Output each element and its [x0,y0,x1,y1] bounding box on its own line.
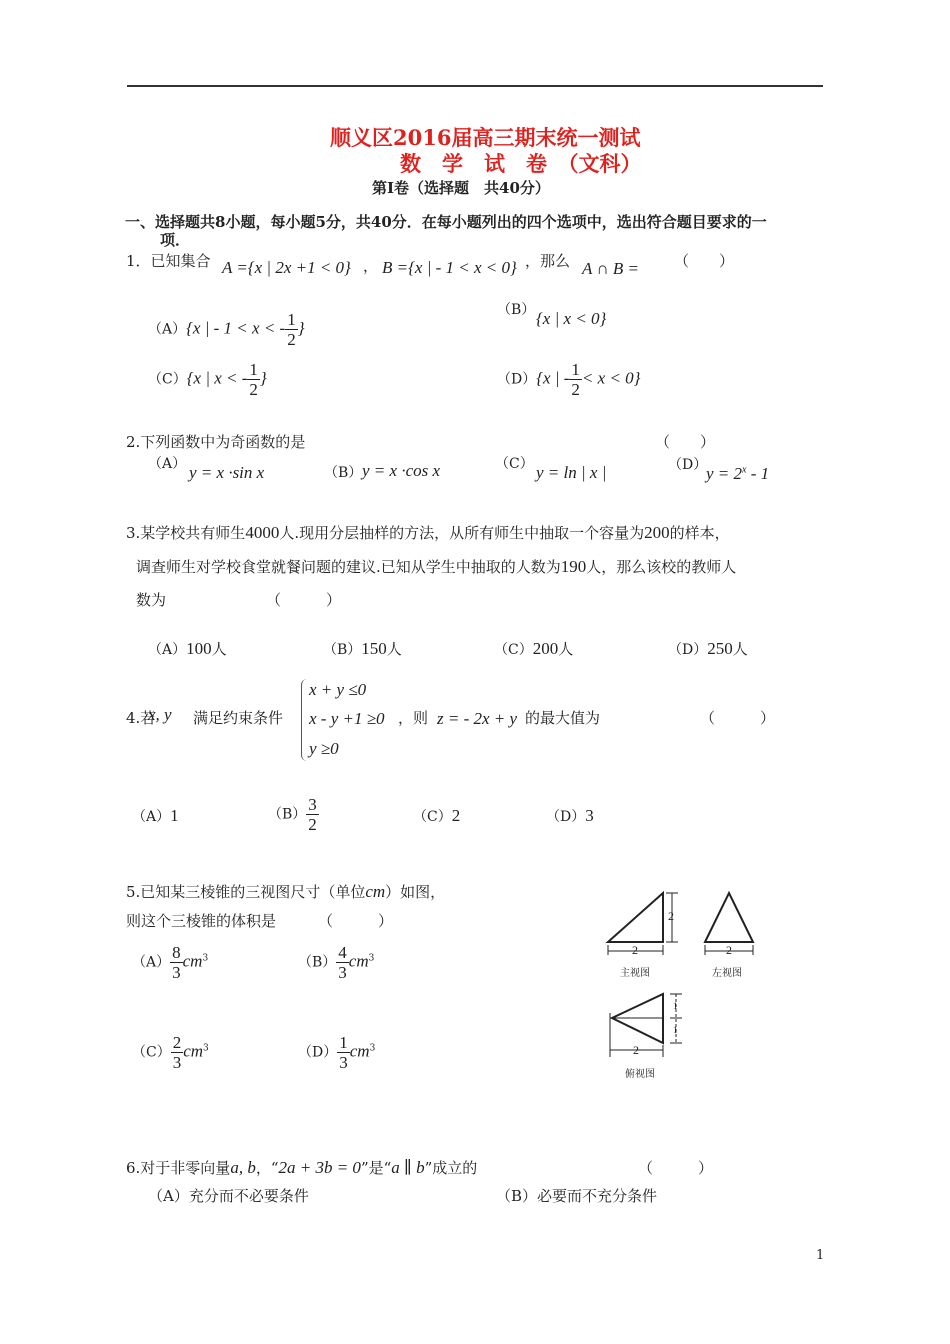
q3-option-c-label: （C） [494,642,533,658]
q3-l1-a: 3.某学校共有师生 [126,524,246,542]
q2-d-base: y = 2 [706,464,743,483]
q4-option-b-fraction [306,795,319,834]
q1-set-a: A ={x | 2x +1 < 0} [222,258,351,277]
q4-constraint-brace [301,679,308,761]
q1-option-d-label: （D） [497,371,537,388]
q3-option-c-unit: 人 [558,640,574,658]
instructions-line2: 项． [160,231,191,249]
q4-option-a [132,806,179,826]
q3-line-2 [136,556,736,577]
q1-c-frac-num: 1 [249,360,258,379]
q1-option-a-text: {x | - 1 < x < - [186,318,286,338]
q4-b-num: 3 [308,795,317,814]
q1-option-d-fraction [569,360,582,399]
q3-option-b-unit: 人 [386,640,402,658]
q4-answer-paren: （ ） [700,709,776,727]
top-view-caption: 俯视图 [625,1069,655,1080]
q5-b-num: 4 [338,943,347,962]
page-number: 1 [816,1248,825,1263]
q3-total: 4000 [245,523,280,542]
q2-option-c-label: （C） [495,456,534,472]
q3-option-d-label: （D） [668,642,708,658]
q4-option-a-label: （A） [132,809,171,825]
q4-stem-b: 满足约束条件 [193,709,284,727]
q1-a-frac-den: 2 [287,330,296,349]
q2-option-a-label: （A） [148,456,187,472]
q2-option-a-text: y = x ·sin x [189,463,265,482]
q5-option-c [132,1033,209,1072]
q6-stem-a: 6.对于非零向量 [126,1159,231,1177]
q4-option-c-value: 2 [451,806,461,825]
q3-option-b-num: 150 [361,639,387,658]
q4-stem-a: 4.若 [126,709,156,727]
q4-objective: z = - 2x + y [437,709,518,728]
q3-option-d-num: 250 [707,639,733,658]
q3-option-a-num: 100 [186,639,212,658]
q4-constraint-2: x - y +1 ≥0 [309,709,385,728]
q5-option-b-label: （B） [298,954,337,971]
q3-l1-b: 人.现用分层抽样的方法，从所有师生中抽取一个容量为 [279,524,645,542]
q1-then: ，那么 [525,252,571,270]
q1-option-a-close: } [297,318,305,338]
q4-vars: x, y [148,705,172,724]
q2-stem: 2.下列函数中为奇函数的是 [126,433,306,451]
q2-option-d-text [706,464,769,484]
q5-a-den: 3 [172,963,181,982]
q5-a-cube: 3 [202,953,209,964]
q5-option-c-fraction [171,1033,184,1072]
q5-d-cube: 3 [369,1043,376,1054]
left-view-triangle [705,893,753,942]
q1-c-frac-den: 2 [249,380,258,399]
q2-d-tail: - 1 [746,464,770,483]
front-view-triangle [608,893,663,942]
q5-option-d-fraction [337,1033,350,1072]
q3-option-c-num: 200 [532,639,559,658]
q2-d-exponent: x [742,464,747,476]
q1-option-c-text: {x | x < - [186,368,248,388]
front-view-caption: 主视图 [620,968,650,979]
q1-option-a-fraction [285,310,298,349]
top-width-label: 2 [633,1043,639,1057]
q1-option-c [148,360,267,399]
q1-option-b-label: （B） [497,302,536,318]
q2-option-b-text: y = x ·cos x [362,461,441,480]
q4-stem-c: ，则 [398,709,429,727]
instructions-line1: 一、选择题共8小题，每小题5分，共40分．在每小题列出的四个选项中，选出符合题目要求的一 [125,213,767,231]
q4-option-c [413,806,460,826]
exam-title: 顺义区2016届高三期末统一测试 [330,125,641,150]
top-dim-label-2: 1 [673,1025,678,1035]
q3-l2-a: 调查师生对学校食堂就餐问题的建议.已知从学生中抽取的人数为 [136,558,561,576]
front-width-label: 2 [632,943,638,957]
q5-answer-paren: （ ） [318,912,394,930]
q1-option-c-fraction [247,360,260,399]
q4-option-c-label: （C） [413,809,452,825]
q1-option-d [497,360,640,399]
q5-unit: cm [365,882,386,901]
q3-option-b [323,638,402,659]
q3-line-3: 数为 [136,591,167,609]
q1-option-b-text: {x | x < 0} [536,309,607,328]
q5-a-num: 8 [172,943,181,962]
q4-option-b [268,795,319,834]
q4-option-d-label: （D） [546,809,586,825]
q6-stem-d: ”成立的 [424,1159,478,1177]
q5-option-b-fraction [336,943,349,982]
q5-c-unit: cm [183,1041,204,1061]
q1-a-frac-num: 1 [287,310,296,329]
q1-d-frac-num: 1 [571,360,580,379]
q5-option-c-label: （C） [132,1044,171,1061]
q4-option-b-label: （B） [268,806,307,823]
section-heading: 第Ⅰ卷（选择题 共40分） [372,179,550,197]
q3-option-a-unit: 人 [211,640,227,658]
q1-option-a-label: （A） [148,321,187,338]
q3-sample: 200 [644,523,670,542]
q3-line-1 [126,522,730,543]
q1-stem: 1．已知集合 [126,252,211,270]
q5-d-unit: cm [349,1041,370,1061]
q6-option-b: （B）必要而不充分条件 [496,1187,658,1205]
q3-l2-b: 人，那么该校的教师人 [586,558,737,576]
q5-stem-b: ）如图， [385,883,446,901]
q6-condition-2: a ∥ b [391,1158,425,1177]
q6-stem-c: ”是“ [360,1159,392,1177]
q1-option-a [148,310,305,349]
q1-set-b: B ={x | - 1 < x < 0} [382,258,517,277]
q2-option-d-label: （D） [668,457,708,473]
q5-option-d [298,1033,375,1072]
q4-b-den: 2 [308,815,317,834]
q1-option-c-label: （C） [148,371,187,388]
q5-stem-a: 5.已知某三棱锥的三视图尺寸（单位 [126,883,366,901]
q5-c-cube: 3 [203,1043,209,1054]
header-rule [127,85,823,87]
q5-line-1 [126,881,445,902]
q2-option-c-text: y = ln | x | [536,463,607,482]
q3-option-d-unit: 人 [732,640,748,658]
q5-c-den: 3 [172,1053,182,1072]
q5-c-num: 2 [172,1033,182,1052]
q4-option-a-value: 1 [170,806,179,825]
q5-d-den: 3 [339,1053,348,1072]
q5-option-a-label: （A） [132,954,171,971]
q2-option-b-label: （B） [324,465,363,481]
q3-students: 190 [560,557,587,576]
q1-d-frac-den: 2 [571,380,580,399]
q3-option-c [494,638,573,659]
q6-stem-b: ，“ [255,1159,279,1177]
q3-l1-c: 的样本， [669,524,730,542]
left-width-label: 2 [726,943,732,957]
q5-option-d-label: （D） [298,1044,338,1061]
q3-option-a-label: （A） [148,642,187,658]
q3-option-a [148,638,227,659]
q6-line-1 [126,1157,477,1178]
exam-subtitle: 数 学 试 卷 （文科） [400,151,642,176]
q6-condition-1: 2a + 3b = 0 [278,1158,361,1177]
q1-expression: A ∩ B = [582,259,639,278]
q3-answer-paren: （ ） [266,591,342,609]
q4-stem-d: 的最大值为 [525,709,601,727]
q6-vectors: a, b [230,1158,256,1177]
q2-answer-paren: （ ） [655,433,716,451]
q4-constraint-3: y ≥0 [309,739,339,758]
q1-option-d-close: < x < 0} [581,368,641,388]
q4-option-d [546,806,594,826]
q1-comma: ， [363,257,379,275]
q5-b-cube: 3 [368,953,375,964]
q5-option-b [298,943,374,982]
q1-answer-paren: （ ） [674,252,735,270]
q4-option-d-value: 3 [585,806,594,825]
q5-option-a [132,943,208,982]
q4-constraint-1: x + y ≤0 [309,680,367,699]
q5-d-num: 1 [339,1033,348,1052]
q5-b-unit: cm [348,951,369,971]
three-view-figure [600,885,800,1085]
q5-option-a-fraction [170,943,183,982]
q5-line-2: 则这个三棱锥的体积是 [126,912,277,930]
q1-option-d-text: {x | - [536,368,570,388]
front-height-label: 2 [668,909,674,923]
q5-a-unit: cm [182,951,203,971]
q5-b-den: 3 [338,963,347,982]
q6-answer-paren: （ ） [638,1159,714,1177]
top-dim-label-1: 1 [673,1001,678,1011]
q1-option-c-close: } [259,368,267,388]
q3-option-d [668,638,748,659]
left-view-caption: 左视图 [712,968,742,979]
q6-option-a: （A）充分而不必要条件 [148,1187,309,1205]
q3-option-b-label: （B） [323,642,362,658]
